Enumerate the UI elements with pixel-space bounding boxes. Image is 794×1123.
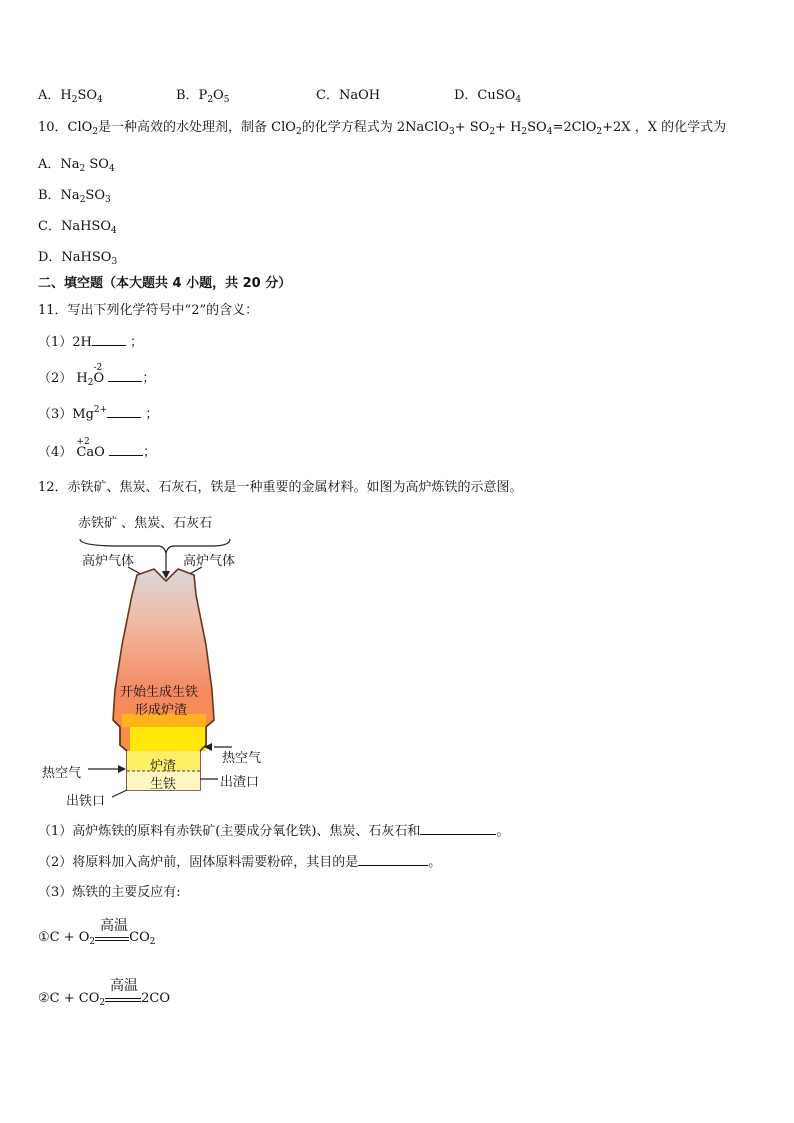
q12-sub-3: （3）炼铁的主要反应有:	[38, 885, 181, 900]
answer-blank[interactable]	[109, 443, 143, 456]
slag-label: 炉渣	[150, 759, 177, 774]
q12-sub-1: （1）高炉炼铁的原料有赤铁矿(主要成分氧化铁)、焦炭、石灰石和 。	[38, 824, 510, 839]
q9-option-b: B．$P_2O_5$	[176, 88, 230, 105]
q11-part-3: $(3)Mg^{2+}$ ；	[38, 405, 159, 422]
section-title: 二、填空题（本大题共 4 小题，共 20 分）	[38, 276, 292, 291]
slag-outlet-label: 出渣口	[220, 775, 260, 790]
q9-option-a: A．$H_2SO_4$	[38, 88, 103, 105]
zone-label-2: 形成炉渣	[135, 703, 188, 718]
gas-right-label: 高炉气体	[183, 554, 236, 569]
hearth-top	[130, 727, 206, 751]
q11-part-2: （2） $H_2$ -2 O ；	[38, 363, 156, 388]
eq1-condition: 高温	[100, 918, 128, 934]
q11-part-1: （1）2H ；	[38, 335, 144, 350]
q10-option-c: C．NaHSO$_4$	[38, 219, 117, 236]
gas-left-label: 高炉气体	[82, 554, 135, 569]
blast-furnace-diagram	[0, 505, 300, 815]
q10-option-d: D．NaHSO$_3$	[38, 250, 118, 267]
iron-outlet-label: 出铁口	[66, 794, 106, 809]
answer-blank[interactable]	[358, 853, 428, 866]
answer-blank[interactable]	[108, 369, 142, 382]
iron-label: 生铁	[150, 777, 177, 792]
q11-part-4: （4） +2 CaO ；	[38, 437, 156, 460]
answer-blank[interactable]	[420, 822, 496, 835]
q12-sub-2: （2）将原料加入高炉前，固体原料需要粉碎，其目的是 。	[38, 855, 442, 870]
answer-blank[interactable]	[92, 333, 126, 346]
q9-option-c: C．NaOH	[316, 88, 381, 103]
q10-stem: 10．ClO$_2$是一种高效的水处理剂，制备 ClO$_2$的化学方程式为 2NaClO$_3$+ $SO_2+ H_2SO_4=2ClO_2+2X$ ，X 的化学式为	[38, 120, 727, 137]
iron-outlet-line	[112, 790, 127, 797]
hot-air-right-label: 热空气	[222, 751, 262, 766]
q11-stem: 11．写出下列化学符号中“2”的含义：	[38, 303, 259, 318]
q10-option-b: B．$Na_2SO_3$	[38, 188, 111, 205]
equation-1: ①C + $O_2$ $CO_2$	[38, 930, 156, 947]
eq2-condition: 高温	[110, 978, 138, 994]
hot-air-left-label: 热空气	[42, 766, 82, 781]
feed-label: 赤铁矿 、焦炭、石灰石	[78, 516, 213, 531]
equation-2: ②C + $CO_2$ 2CO	[38, 991, 170, 1008]
q9-option-d: D．CuSO$_4$	[454, 88, 522, 105]
q12-stem: 12．赤铁矿、焦炭、石灰石，铁是一种重要的金属材料。如图为高炉炼铁的示意图。	[38, 480, 523, 495]
zone-label-1: 开始生成生铁	[120, 685, 199, 700]
q10-option-a: A．$Na_2$ $SO_4$	[38, 157, 115, 174]
answer-blank[interactable]	[107, 405, 141, 418]
